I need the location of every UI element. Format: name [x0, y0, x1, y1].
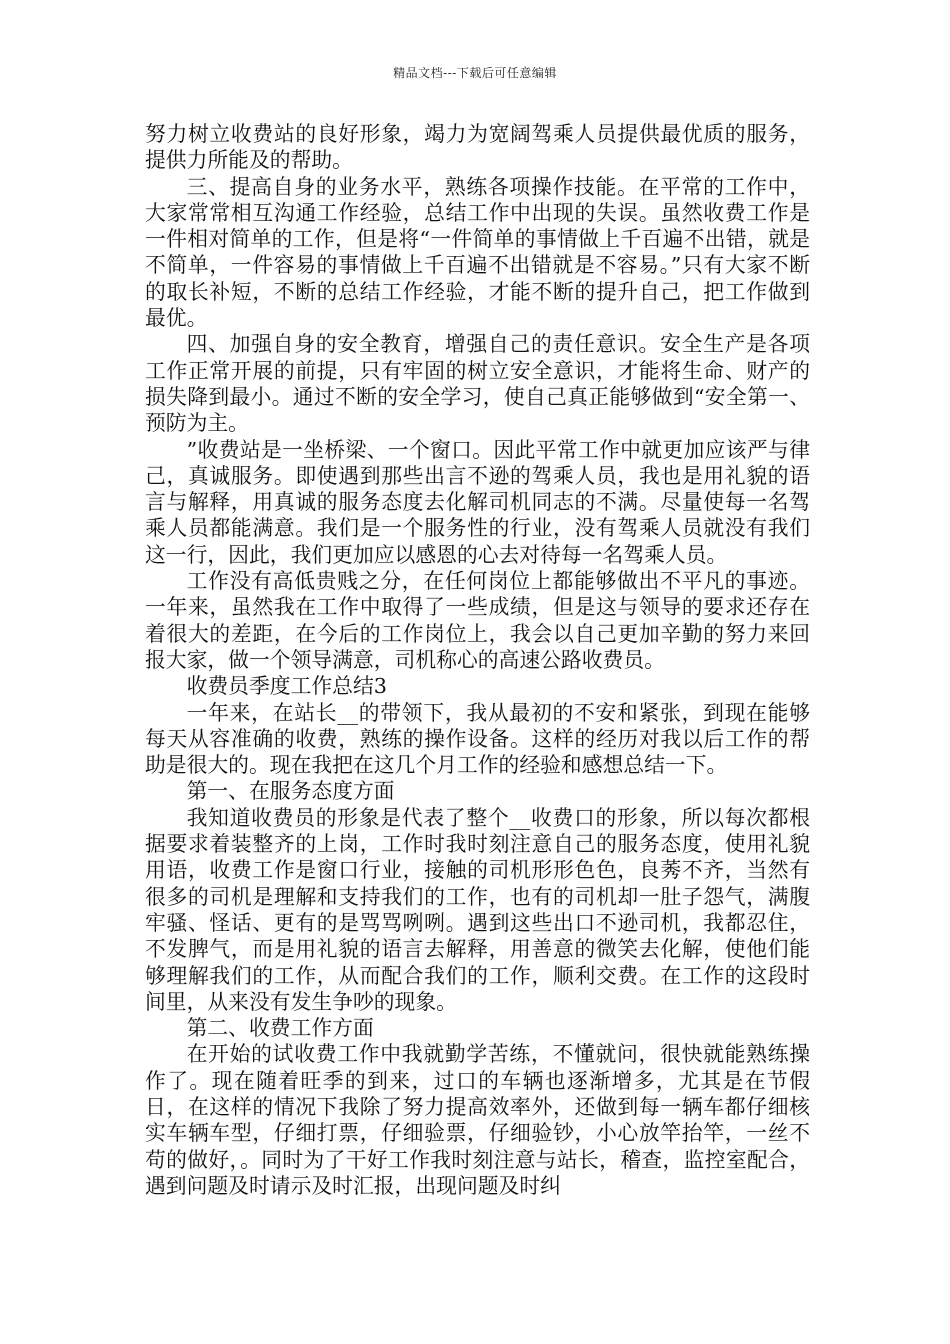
section-title: 收费员季度工作总结3 — [186, 674, 387, 699]
paragraph: 工作没有高低贵贱之分，在任何岗位上都能够做出不平凡的事迹。一年来，虽然我在工作中取得了一些成绩，但是这与领导的要求还存在着很大的差距，在今后的工作岗位上，我会以自己更加辛勤的努力来回报大家，做一个领导满意，司机称心的高速公路收费员。 — [145, 569, 810, 672]
section-heading: 第二、收费工作方面 — [186, 1016, 374, 1041]
paragraph: 三、提高自身的业务水平，熟练各项操作技能。在平常的工作中，大家常常相互沟通工作经验，总结工作中出现的失误。虽然收费工作是一件相对简单的工作，但是将“一件简单的事情做上千百遍不出错，就是不简单，一件容易的事情做上千百遍不出错就是不容易。”只有大家不断的取长补短，不断的总结工作经验，才能不断的提升自己，把工作做到最优。 — [145, 174, 810, 331]
document-body — [145, 121, 810, 1199]
paragraph: 四、加强自身的安全教育，增强自己的责任意识。安全生产是各项工作正常开展的前提，只有牢固的树立安全意识，才能将生命、财产的损失降到最小。通过不断的安全学习，使自己真正能够做到“安全第一、预防为主。 — [145, 332, 810, 436]
page-header: 精品文档---下载后可任意编辑 — [393, 66, 557, 80]
section-heading: 第一、在服务态度方面 — [186, 779, 395, 804]
paragraph: 努力树立收费站的良好形象，竭力为宽阔驾乘人员提供最优质的服务，提供力所能及的帮助。 — [145, 122, 810, 173]
paragraph: ”收费站是一坐桥梁、一个窗口。因此平常工作中就更加应该严与律己，真诚服务。即使遇到那些出言不逊的驾乘人员，我也是用礼貌的语言与解释，用真诚的服务态度去化解司机同志的不满。尽量使每一名驾乘人员都能满意。我们是一个服务性的行业，没有驾乘人员就没有我们这一行，因此，我们更加应以感恩的心去对待每一名驾乘人员。 — [145, 437, 810, 567]
paragraph: 一年来，在站长__的带领下，我从最初的不安和紧张，到现在能够每天从容准确的收费，熟练的操作设备。这样的经历对我以后工作的帮助是很大的。现在我把在这几个月工作的经验和感想总结一下。 — [145, 700, 810, 778]
paragraph: 我知道收费员的形象是代表了整个__收费口的形象，所以每次都根据要求着装整齐的上岗，工作时我时刻注意自己的服务态度，使用礼貌用语，收费工作是窗口行业，接触的司机形形色色，良莠不齐，当然有很多的司机是理解和支持我们的工作，也有的司机却一肚子怨气，满腹牢骚、怪话、更有的是骂骂咧咧。遇到这些出口不逊司机，我都忍住，不发脾气，而是用礼貌的语言去解释，用善意的微笑去化解，使他们能够理解我们的工作，从而配合我们的工作，顺利交费。在工作的这段时间里，从来没有发生争吵的现象。 — [145, 805, 810, 1014]
paragraph: 在开始的试收费工作中我就勤学苦练，不懂就问，很快就能熟练操作了。现在随着旺季的到来，过口的车辆也逐渐增多，尤其是在节假日，在这样的情况下我除了努力提高效率外，还做到每一辆车都仔细核实车辆车型，仔细打票，仔细验票，仔细验钞，小心放竿抬竿，一丝不苟的做好，。同时为了干好工作我时刻注意与站长，稽查，监控室配合，遇到问题及时请示及时汇报，出现问题及时纠 — [145, 1042, 810, 1198]
